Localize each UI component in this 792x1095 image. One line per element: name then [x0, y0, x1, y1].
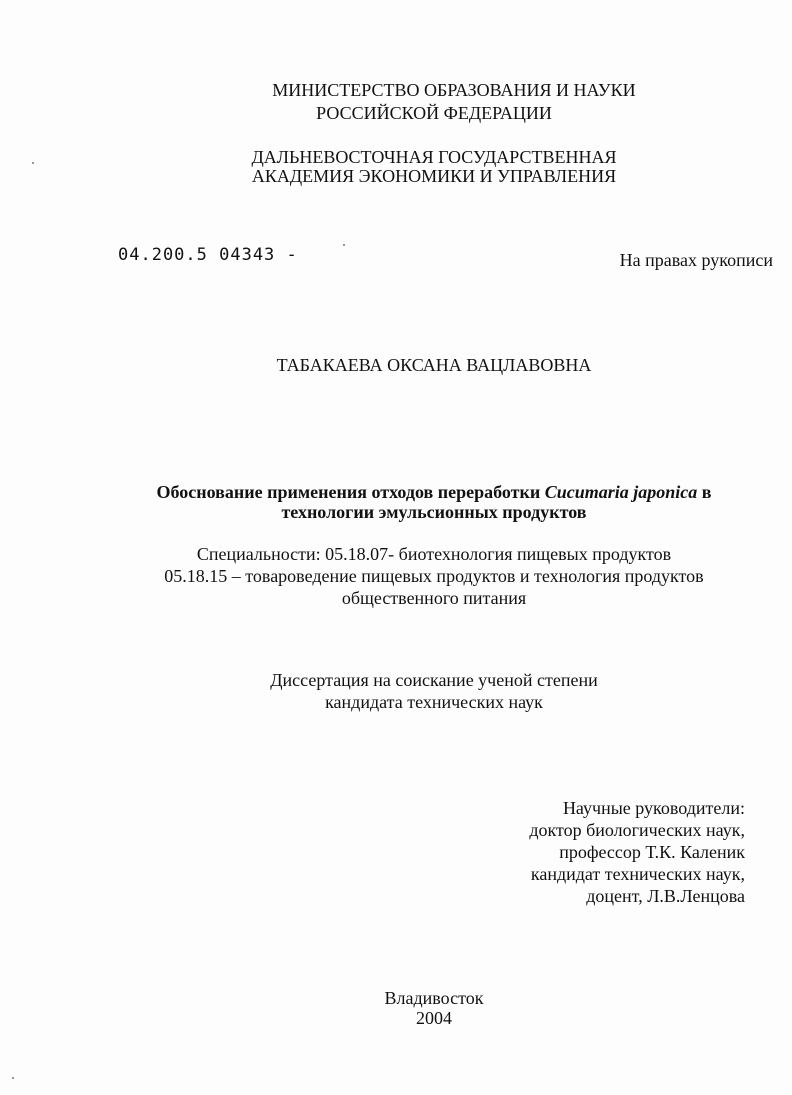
- author-name: ТАБАКАЕВА ОКСАНА ВАЦЛАВОВНА: [276, 355, 592, 375]
- supervisor-2-name: доцент, Л.В.Ленцова: [586, 886, 745, 906]
- academy-line-1: ДАЛЬНЕВОСТОЧНАЯ ГОСУДАРСТВЕННАЯ: [251, 147, 617, 167]
- thesis-title-pre: Обоснование применения отходов переработки: [156, 482, 545, 502]
- specialties-line-1: Специальности: 05.18.07- биотехнология пищевых продуктов: [196, 544, 672, 564]
- supervisor-2-degree: кандидат технических наук,: [530, 864, 745, 884]
- scan-speck: [12, 1077, 14, 1079]
- ministry-line-2: РОССИЙСКОЙ ФЕДЕРАЦИИ: [316, 103, 552, 123]
- ministry-line-1: МИНИСТЕРСТВО ОБРАЗОВАНИЯ И НАУКИ: [272, 80, 636, 100]
- footer-city: Владивосток: [384, 988, 484, 1008]
- footer-year: 2004: [416, 1008, 452, 1028]
- specialties-line-2: 05.18.15 – товароведение пищевых продуктов и технология продуктов: [164, 566, 704, 586]
- supervisor-1-degree: доктор биологических наук,: [529, 820, 745, 840]
- scan-speck: [32, 162, 34, 164]
- scan-speck: [343, 244, 345, 246]
- rights-note: На правах рукописи: [619, 250, 773, 270]
- specialties-line-3: общественного питания: [341, 588, 527, 608]
- supervisors-heading: Научные руководители:: [562, 798, 745, 818]
- supervisor-1-name: профессор Т.К. Каленик: [559, 842, 745, 862]
- thesis-title-species: Cucumaria japonica: [544, 482, 698, 502]
- dissertation-line-1: Диссертация на соискание ученой степени: [270, 670, 598, 690]
- thesis-title-post: в: [697, 482, 712, 502]
- academy-line-2: АКАДЕМИЯ ЭКОНОМИКИ И УПРАВЛЕНИЯ: [251, 166, 617, 186]
- dissertation-line-2: кандидата технических наук: [325, 692, 543, 712]
- thesis-title-line-2: технологии эмульсионных продуктов: [281, 502, 587, 522]
- registration-number-stamp: 04.200.5 04343 -: [118, 245, 298, 265]
